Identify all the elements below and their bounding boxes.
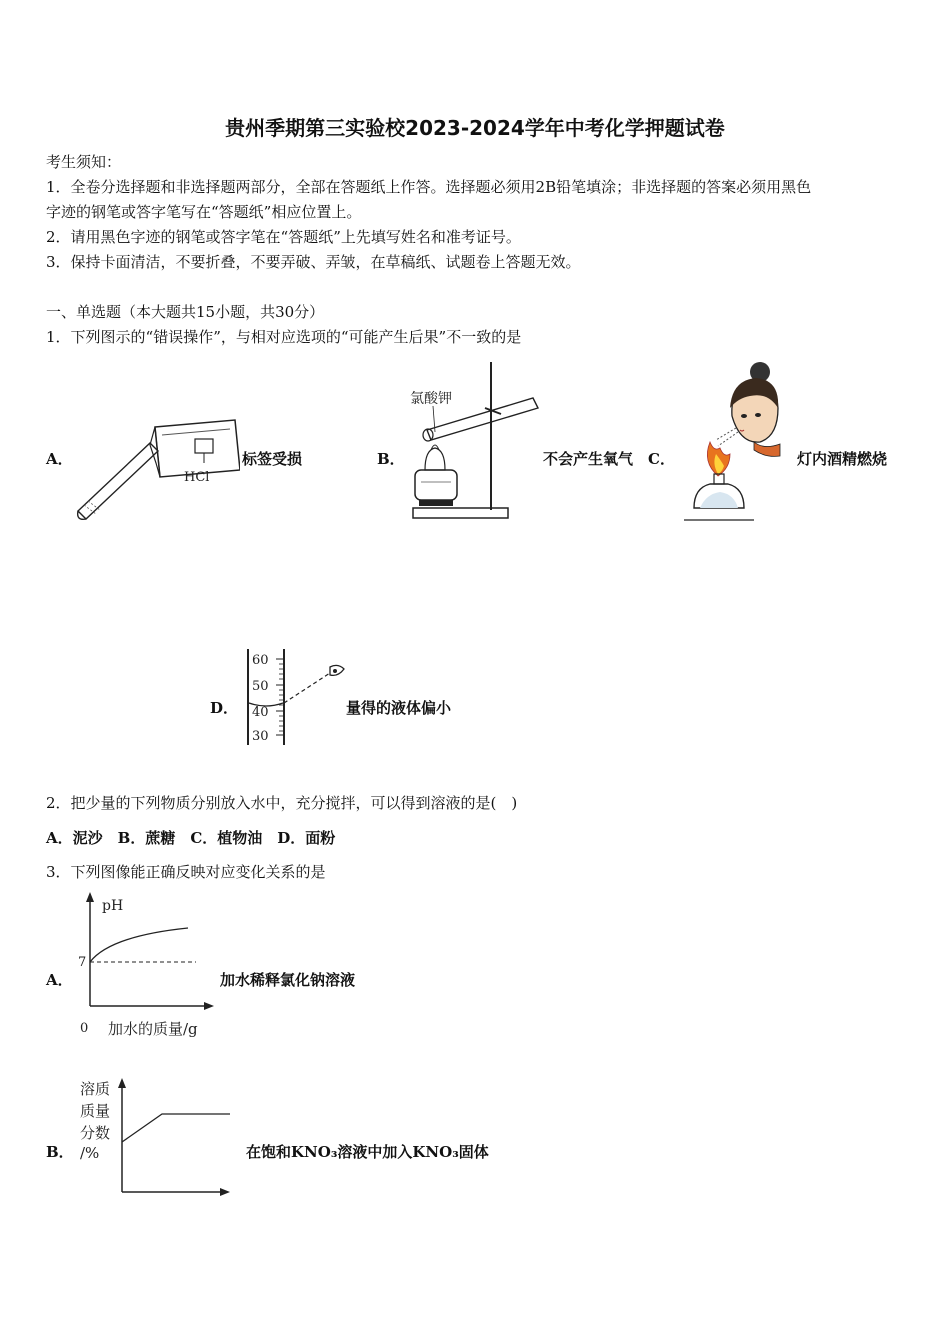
mass-fraction-line <box>122 1114 230 1142</box>
q1-option-a-letter: A． <box>46 450 73 468</box>
page-title: 贵州季期第三实验校2023-2024学年中考化学押题试卷 <box>225 116 725 140</box>
question-2-stem: 2．把少量的下列物质分别放入水中，充分搅拌，可以得到溶液的是( ) <box>46 794 518 812</box>
q3-option-b-letter: B． <box>46 1143 74 1161</box>
q1-option-b-text: 不会产生氧气 <box>543 450 634 468</box>
notice-item-1-line-2: 字迹的钢笔或答字笔写在“答题纸”相应位置上。 <box>46 203 362 221</box>
y-axis-label: pH <box>102 898 124 914</box>
q1-figure-d-cylinder <box>238 645 348 750</box>
tick-label-7: 7 <box>78 955 87 970</box>
q1-figure-a-pouring <box>70 415 240 530</box>
q1-option-c-letter: C． <box>648 450 675 468</box>
notice-heading: 考生须知： <box>46 153 122 171</box>
q3-chart-b-mass-fraction <box>72 1074 237 1202</box>
tick-label-50: 50 <box>252 679 269 694</box>
tick-label-40: 40 <box>252 705 269 720</box>
origin-label: 0 <box>80 1021 89 1036</box>
q1-option-c-text: 灯内酒精燃烧 <box>797 450 888 468</box>
y-axis-label-line-3: 分数 <box>80 1124 111 1142</box>
alcohol-lamp-icon <box>684 474 754 520</box>
alcohol-lamp-icon <box>415 445 457 506</box>
q1-option-a-text: 标签受损 <box>242 450 303 468</box>
girl-face-icon <box>730 362 780 456</box>
notice-item-3: 3．保持卡面清洁，不要折叠，不要弄破、弄皱，在草稿纸、试题卷上答题无效。 <box>46 253 581 271</box>
test-tube-icon <box>78 443 158 519</box>
notice-item-2: 2．请用黑色字迹的钢笔或答字笔在“答题纸”上先填写姓名和准考证号。 <box>46 228 521 246</box>
flame-icon <box>707 442 730 476</box>
x-axis-label: 加水的质量/g <box>108 1020 198 1038</box>
question-1-stem: 1．下列图示的“错误操作”，与相对应选项的“可能产生后果”不一致的是 <box>46 328 522 346</box>
cylinder-ticks <box>276 659 284 735</box>
eye-icon <box>330 665 344 675</box>
reagent-bottle-icon <box>150 420 240 477</box>
q1-option-d-letter: D． <box>210 699 239 717</box>
potassium-chlorate-label: 氯酸钾 <box>410 391 452 407</box>
question-2-options: A．泥沙 B．蔗糖 C．植物油 D．面粉 <box>46 829 336 847</box>
q3-option-a-letter: A． <box>46 971 73 989</box>
q1-figure-b-heating <box>405 358 540 523</box>
y-axis-label-line-2: 质量 <box>80 1102 111 1120</box>
y-axis-label-line-4: /% <box>80 1144 100 1162</box>
q1-figure-c-blowing-lamp <box>680 358 785 523</box>
tick-label-60: 60 <box>252 653 269 668</box>
q3-option-b-text: 在饱和KNO₃溶液中加入KNO₃固体 <box>246 1143 489 1161</box>
q1-option-b-letter: B． <box>377 450 405 468</box>
q3-chart-a-ph-curve <box>70 890 215 1040</box>
section-heading: 一、单选题（本大题共15小题，共30分） <box>46 303 325 321</box>
ph-curve <box>90 928 188 962</box>
hcl-label: HCl <box>184 470 210 485</box>
question-3-stem: 3．下列图像能正确反映对应变化关系的是 <box>46 863 326 881</box>
tick-label-30: 30 <box>252 729 269 744</box>
q3-option-a-text: 加水稀释氯化钠溶液 <box>220 971 356 989</box>
q1-option-d-text: 量得的液体偏小 <box>346 699 452 717</box>
y-axis-label-line-1: 溶质 <box>80 1080 111 1098</box>
notice-item-1-line-1: 1．全卷分选择题和非选择题两部分，全部在答题纸上作答。选择题必须用2B铅笔填涂；非选择题的答案必须用黑色 <box>46 178 812 196</box>
